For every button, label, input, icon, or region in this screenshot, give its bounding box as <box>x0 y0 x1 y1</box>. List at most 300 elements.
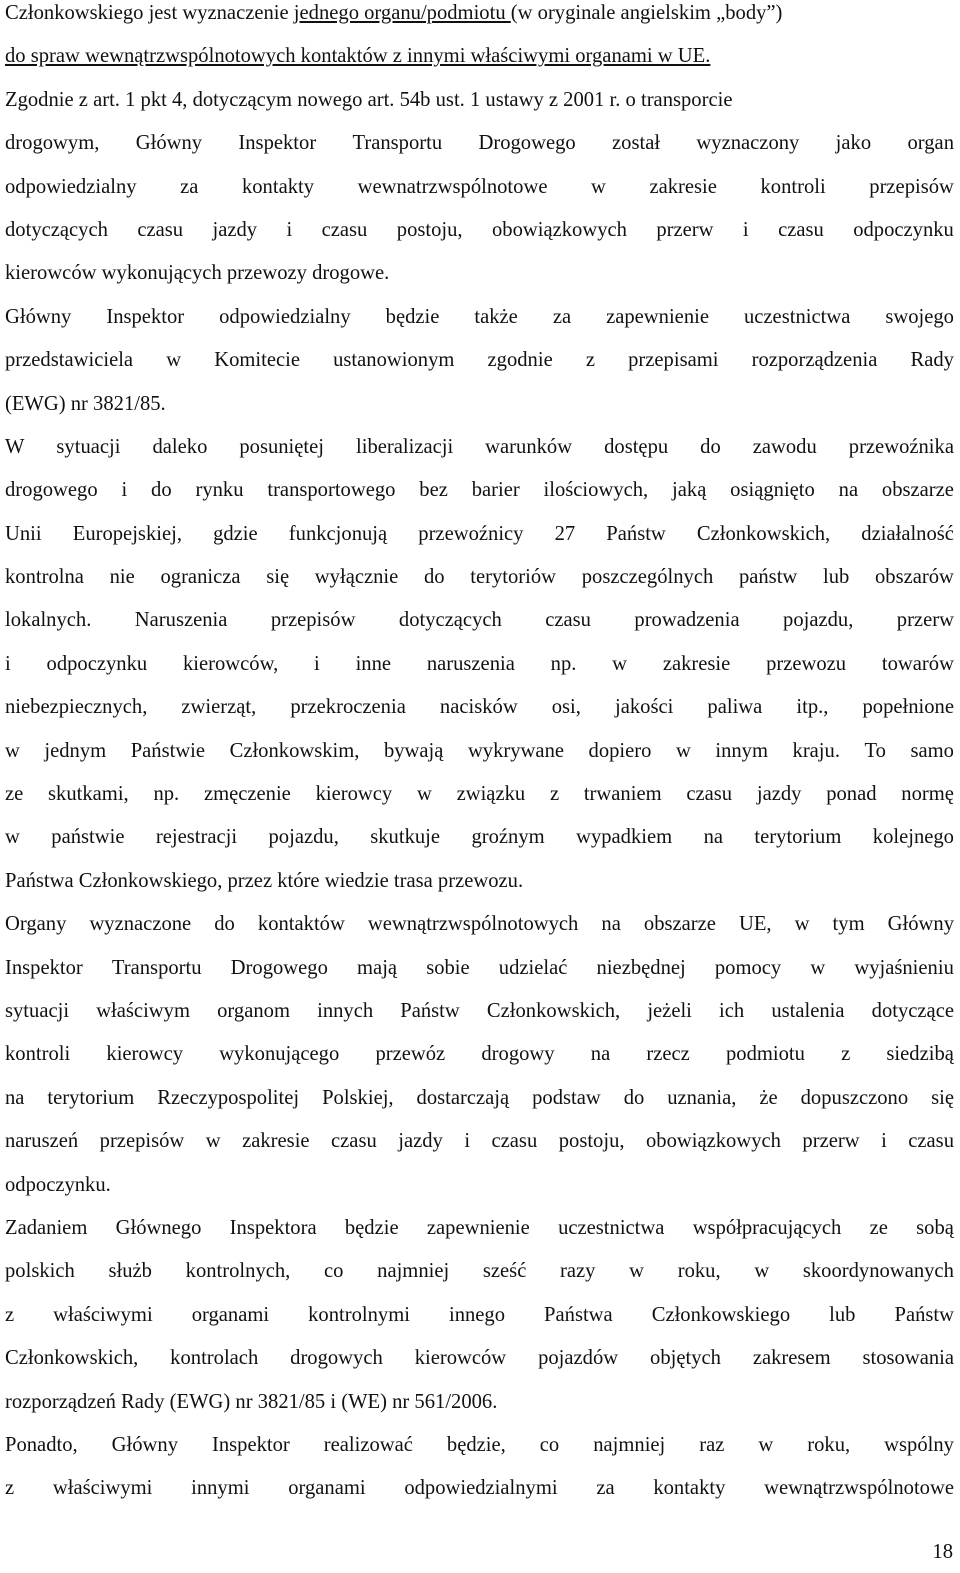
word: terytorium <box>47 1086 135 1109</box>
word: W <box>5 435 25 458</box>
word: osiągnięto <box>730 479 815 502</box>
word: przepisów <box>869 175 954 198</box>
word: jednym <box>44 739 107 762</box>
word: czasu <box>778 218 824 241</box>
word: Ponadto, <box>5 1433 78 1456</box>
word: Europejskiej, <box>72 522 182 545</box>
word: Drogowego <box>478 132 576 155</box>
word: czasu <box>545 609 591 632</box>
word: rozporządzenia <box>751 349 878 372</box>
word: naruszenia <box>426 652 515 675</box>
word: ustalenia <box>771 999 845 1022</box>
text-line <box>5 773 954 816</box>
text-line <box>5 1337 954 1380</box>
word: obszarze <box>881 479 954 502</box>
word: warunków <box>485 435 573 458</box>
word: przewozu <box>766 652 847 675</box>
word: jakości <box>615 696 674 719</box>
word: Państw <box>894 1303 954 1326</box>
word: normę <box>901 783 954 806</box>
text-line <box>5 296 954 339</box>
word: posuniętej <box>239 435 325 458</box>
word: sześć <box>482 1260 527 1283</box>
word: czasu <box>331 1130 377 1153</box>
word: do <box>151 479 172 502</box>
word: rzecz <box>646 1043 690 1066</box>
text-line <box>5 513 954 556</box>
word: właściwym <box>96 999 190 1022</box>
word: pojazdów <box>538 1347 619 1370</box>
word: zakresie <box>649 175 717 198</box>
word: i <box>121 479 128 502</box>
word: dopiero <box>588 739 652 762</box>
word: i <box>881 1130 887 1153</box>
word: polskich <box>5 1260 75 1283</box>
word: kraju. <box>792 739 840 762</box>
word: paliwa <box>707 696 763 719</box>
word: z <box>5 1303 15 1326</box>
word: objętych <box>650 1347 721 1370</box>
text-line <box>5 903 954 946</box>
word: w <box>810 956 826 979</box>
word: zgodnie <box>487 349 553 372</box>
word: w <box>5 739 20 762</box>
word: Państwa <box>544 1303 613 1326</box>
word: Członkowskich, <box>5 1347 139 1370</box>
word: ze <box>869 1216 888 1239</box>
word: właściwymi <box>52 1477 153 1500</box>
word: Państwie <box>130 739 206 762</box>
word: i <box>742 218 749 241</box>
word: z <box>841 1043 851 1066</box>
word: odpowiedzialny <box>5 175 137 198</box>
word: w <box>754 1260 770 1283</box>
word: tym <box>832 913 865 936</box>
word: przerw <box>656 218 714 241</box>
word: będzie, <box>446 1433 506 1456</box>
word: wykrywane <box>467 739 565 762</box>
word: swojego <box>885 305 954 328</box>
word: UE, <box>738 913 772 936</box>
word: uczestnictwa <box>558 1216 665 1239</box>
text-line: kierowców wykonujących przewozy drogowe. <box>5 262 390 285</box>
text-line <box>5 35 954 78</box>
word: lub <box>829 1303 856 1326</box>
word: terytorium <box>754 826 842 849</box>
word: jazdy <box>212 218 258 241</box>
word: dopuszczono <box>800 1086 909 1109</box>
word: przewoźnika <box>848 435 954 458</box>
text-line <box>5 947 954 990</box>
word: postoju, <box>396 218 463 241</box>
word: Państw <box>400 999 460 1022</box>
word: wyznaczone <box>89 913 192 936</box>
word: w <box>5 826 20 849</box>
underlined-text: jednego organu/podmiotu <box>293 2 511 24</box>
word: mają <box>357 956 398 979</box>
word: zakresem <box>752 1347 831 1370</box>
word: ze <box>5 783 24 806</box>
word: właściwymi <box>53 1303 153 1326</box>
word: zapewnienie <box>426 1216 530 1239</box>
word: Polskiej, <box>322 1086 394 1109</box>
word: Główny <box>135 132 203 155</box>
text-line <box>5 990 954 1033</box>
word: uczestnictwa <box>743 305 851 328</box>
word: pomocy <box>714 956 782 979</box>
text-line <box>5 1467 954 1510</box>
word: Inspektor <box>238 132 317 155</box>
word: rynku <box>195 479 244 502</box>
word: ich <box>719 999 745 1022</box>
word: groźnym <box>471 826 545 849</box>
word: w <box>675 739 691 762</box>
word: się <box>266 566 290 589</box>
word: Główny <box>887 913 954 936</box>
word: gdzie <box>213 522 258 545</box>
word: roku, <box>677 1260 721 1283</box>
word: Członkowskim, <box>229 739 360 762</box>
word: kierowców <box>414 1347 507 1370</box>
word: Komitecie <box>214 349 300 372</box>
text-line: (EWG) nr 3821/85. <box>5 392 166 415</box>
word: do <box>214 913 235 936</box>
text-line <box>5 816 954 859</box>
word: do <box>700 435 721 458</box>
word: Transportu <box>352 132 443 155</box>
word: na <box>590 1043 611 1066</box>
word: Główny <box>111 1433 178 1456</box>
word: będzie <box>385 305 440 328</box>
word: kontrolnymi <box>308 1303 410 1326</box>
text-line <box>5 643 954 686</box>
word: daleko <box>152 435 208 458</box>
word: kontrolach <box>170 1347 259 1370</box>
word: sobą <box>916 1216 954 1239</box>
word: dostarczają <box>416 1086 510 1109</box>
word: niebezpiecznych, <box>5 696 148 719</box>
word: obszarów <box>875 566 954 589</box>
word: Naruszenia <box>134 609 228 632</box>
word: kierowcy <box>106 1043 184 1066</box>
word: na <box>838 479 859 502</box>
word: kontroli <box>5 1043 71 1066</box>
word: drogowych <box>290 1347 383 1370</box>
word: za <box>552 305 572 328</box>
word: uznania, <box>667 1086 737 1109</box>
text-line <box>5 1120 954 1163</box>
word: Inspektor <box>106 305 185 328</box>
word: się <box>931 1086 954 1109</box>
word: związku <box>456 783 526 806</box>
document-page <box>5 0 954 1511</box>
word: przerw <box>896 609 954 632</box>
text-line <box>5 1033 954 1076</box>
word: nacisków <box>439 696 518 719</box>
word: bywają <box>383 739 444 762</box>
word: kontaktów <box>257 913 345 936</box>
word: wykonującego <box>219 1043 340 1066</box>
word: innych <box>317 999 374 1022</box>
word: i <box>286 218 293 241</box>
word: kontakty <box>241 175 315 198</box>
word: czasu <box>686 783 733 806</box>
word: Drogowego <box>230 956 328 979</box>
word: Organy <box>5 913 67 936</box>
underlined-text: do spraw wewnątrzwspólnotowych kontaktów z innymi właściwymi organami w UE. <box>5 45 711 68</box>
word: czasu <box>321 218 368 241</box>
word: obszarze <box>643 913 716 936</box>
word: samo <box>910 739 954 762</box>
word: pojazdu, <box>783 609 854 632</box>
word: wyłącznie <box>314 566 399 589</box>
word: obowiązkowych <box>645 1130 781 1153</box>
word: Unii <box>5 522 42 545</box>
word: przedstawiciela <box>5 349 134 372</box>
word: udzielać <box>498 956 568 979</box>
word: itp., <box>796 696 829 719</box>
word: organami <box>191 1303 270 1326</box>
word: służb <box>108 1260 152 1283</box>
word: razy <box>560 1260 596 1283</box>
word: skutkami, <box>48 783 129 806</box>
word: za <box>596 1477 615 1500</box>
word: wyznaczony <box>696 132 800 155</box>
word: pojazdu, <box>268 826 339 849</box>
word: do <box>423 566 445 589</box>
word: organom <box>217 999 290 1022</box>
word: obowiązkowych <box>491 218 627 241</box>
word: w <box>591 175 606 198</box>
word: przepisów <box>270 609 356 632</box>
word: transportowego <box>267 479 396 502</box>
word: przewóz <box>375 1043 446 1066</box>
word: Inspektor <box>5 956 83 979</box>
word: ustanowionym <box>333 349 455 372</box>
word: terytoriów <box>470 566 557 589</box>
word: wypadkiem <box>576 826 673 849</box>
word: i <box>5 652 11 675</box>
word: naruszeń <box>5 1130 79 1153</box>
word: przewoźnicy <box>418 522 524 545</box>
word: organ <box>907 132 954 155</box>
text-line <box>5 556 954 599</box>
word: popełnione <box>862 696 954 719</box>
word: kierowców, <box>182 652 279 675</box>
word: najmniej <box>377 1260 450 1283</box>
word: wyjaśnieniu <box>854 956 954 979</box>
text-line <box>5 166 954 209</box>
word: z <box>585 349 595 372</box>
word: poszczególnych <box>581 566 714 589</box>
word: jazdy <box>756 783 802 806</box>
word: będzie <box>344 1216 399 1239</box>
word: dostępu <box>604 435 669 458</box>
word: odpoczynku <box>853 218 954 241</box>
word: Członkowskiego <box>651 1303 791 1326</box>
word: odpowiedzialny <box>219 305 351 328</box>
word: państw <box>738 566 798 589</box>
word: liberalizacji <box>356 435 454 458</box>
word: niezbędnej <box>596 956 686 979</box>
word: kontrolna <box>5 566 84 589</box>
word: jazdy <box>398 1130 443 1153</box>
word: raz <box>699 1433 725 1456</box>
word: z <box>5 1477 15 1500</box>
text-line <box>5 1250 954 1293</box>
word: na <box>5 1086 25 1109</box>
word: na <box>703 826 724 849</box>
word: że <box>759 1086 778 1109</box>
word: przekroczenia <box>290 696 406 719</box>
text-line: Zgodnie z art. 1 pkt 4, dotyczącym nowego art. 54b ust. 1 ustawy z 2001 r. o transporcie <box>5 88 733 111</box>
word: Inspektor <box>211 1433 290 1456</box>
word: osi, <box>551 696 581 719</box>
word: 27 <box>554 522 576 545</box>
text-line <box>5 122 954 165</box>
text-line <box>5 1077 954 1120</box>
word: w <box>166 349 182 372</box>
word: jako <box>835 132 872 155</box>
word: realizować <box>323 1433 413 1456</box>
word: Członkowskich, <box>486 999 621 1022</box>
word: drogowy <box>481 1043 555 1066</box>
word: Rady <box>910 349 954 372</box>
word: lokalnych. <box>5 609 92 632</box>
word: innymi <box>191 1477 250 1500</box>
word: i <box>464 1130 471 1153</box>
word: został <box>612 132 661 155</box>
text-line <box>5 686 954 729</box>
text-line: odpoczynku. <box>5 1173 111 1196</box>
word: stosowania <box>862 1347 954 1370</box>
word: prowadzenia <box>634 609 740 632</box>
page-number: 18 <box>932 1541 953 1563</box>
word: wewnątrzwspólnotowe <box>764 1477 954 1500</box>
text-span: (w oryginale angielskim „body”) <box>510 2 783 24</box>
word: trwaniem <box>583 783 662 806</box>
word: z <box>549 783 560 806</box>
word: postoju, <box>558 1130 625 1153</box>
word: w <box>629 1260 645 1283</box>
word: dotyczących <box>5 218 108 241</box>
word: funkcjonują <box>288 522 388 545</box>
text-line <box>5 209 954 252</box>
word: kontrolnych, <box>185 1260 291 1283</box>
word: odpowiedzialnymi <box>404 1477 558 1500</box>
word: ogranicza <box>160 566 241 589</box>
word: ilościowych, <box>543 479 649 502</box>
word: także <box>474 305 518 328</box>
word: kontakty <box>653 1477 726 1500</box>
word: drogowego <box>5 479 98 502</box>
word: dotyczące <box>871 999 954 1022</box>
word: Transportu <box>111 956 202 979</box>
word: skutkuje <box>370 826 441 849</box>
word: siedzibą <box>886 1043 954 1066</box>
word: barier <box>471 479 520 502</box>
word: działalność <box>861 522 954 545</box>
word: np. <box>153 783 180 806</box>
text-line <box>5 1207 954 1250</box>
word: w <box>758 1433 774 1456</box>
text-line <box>5 469 954 512</box>
word: zakresie <box>662 652 731 675</box>
word: np. <box>550 652 577 675</box>
word: zmęczenie <box>203 783 291 806</box>
text-line <box>5 0 954 35</box>
word: czasu <box>491 1130 538 1153</box>
word: roku, <box>807 1433 851 1456</box>
word: państwie <box>51 826 125 849</box>
word: innym <box>715 739 768 762</box>
word: wspólny <box>884 1433 954 1456</box>
word: kolejnego <box>872 826 954 849</box>
text-line <box>5 339 954 382</box>
word: Zadaniem <box>5 1216 88 1239</box>
word: kierowcy <box>315 783 393 806</box>
word: Państw <box>606 522 666 545</box>
text-line <box>5 1424 954 1467</box>
word: Rzeczypospolitej <box>157 1086 300 1109</box>
word: zwierząt, <box>181 696 257 719</box>
word: najmniej <box>593 1433 666 1456</box>
word: na <box>601 913 621 936</box>
text-line: rozporządzeń Rady (EWG) nr 3821/85 i (WE) nr 561/2006. <box>5 1390 498 1413</box>
word: lub <box>822 566 850 589</box>
text-line: Państwa Członkowskiego, przez które wiedzie trasa przewozu. <box>5 869 524 892</box>
word: w <box>612 652 628 675</box>
word: w <box>794 913 810 936</box>
word: do <box>623 1086 645 1109</box>
word: w <box>416 783 432 806</box>
word: wewnatrzwspólnotowe <box>357 175 548 198</box>
word: wewnątrzwspólnotowych <box>367 913 579 936</box>
word: podstaw <box>532 1086 601 1109</box>
word: przepisów <box>99 1130 185 1153</box>
word: przepisami <box>628 349 719 372</box>
word: jeżeli <box>647 999 692 1022</box>
word: za <box>180 175 199 198</box>
word: organami <box>288 1477 366 1500</box>
word: sobie <box>426 956 470 979</box>
word: jaką <box>672 479 707 502</box>
word: To <box>864 739 886 762</box>
word: zawodu <box>752 435 817 458</box>
word: co <box>324 1260 344 1283</box>
text-line <box>5 426 954 469</box>
word: odpoczynku <box>46 652 148 675</box>
word: towarów <box>881 652 954 675</box>
word: innego <box>448 1303 506 1326</box>
word: bez <box>419 479 448 502</box>
word: rejestracji <box>155 826 238 849</box>
word: zapewnienie <box>606 305 709 328</box>
word: Inspektora <box>229 1216 317 1239</box>
word: Głównego <box>115 1216 202 1239</box>
text-line <box>5 730 954 773</box>
word: inne <box>355 652 392 675</box>
word: skoordynowanych <box>802 1260 954 1283</box>
word: czasu <box>908 1130 954 1153</box>
word: współpracujących <box>692 1216 842 1239</box>
word: przerw <box>802 1130 860 1153</box>
word: i <box>314 652 320 675</box>
word: sytuacji <box>5 999 70 1022</box>
word: nie <box>109 566 135 589</box>
word: sytuacji <box>56 435 121 458</box>
word: co <box>539 1433 560 1456</box>
